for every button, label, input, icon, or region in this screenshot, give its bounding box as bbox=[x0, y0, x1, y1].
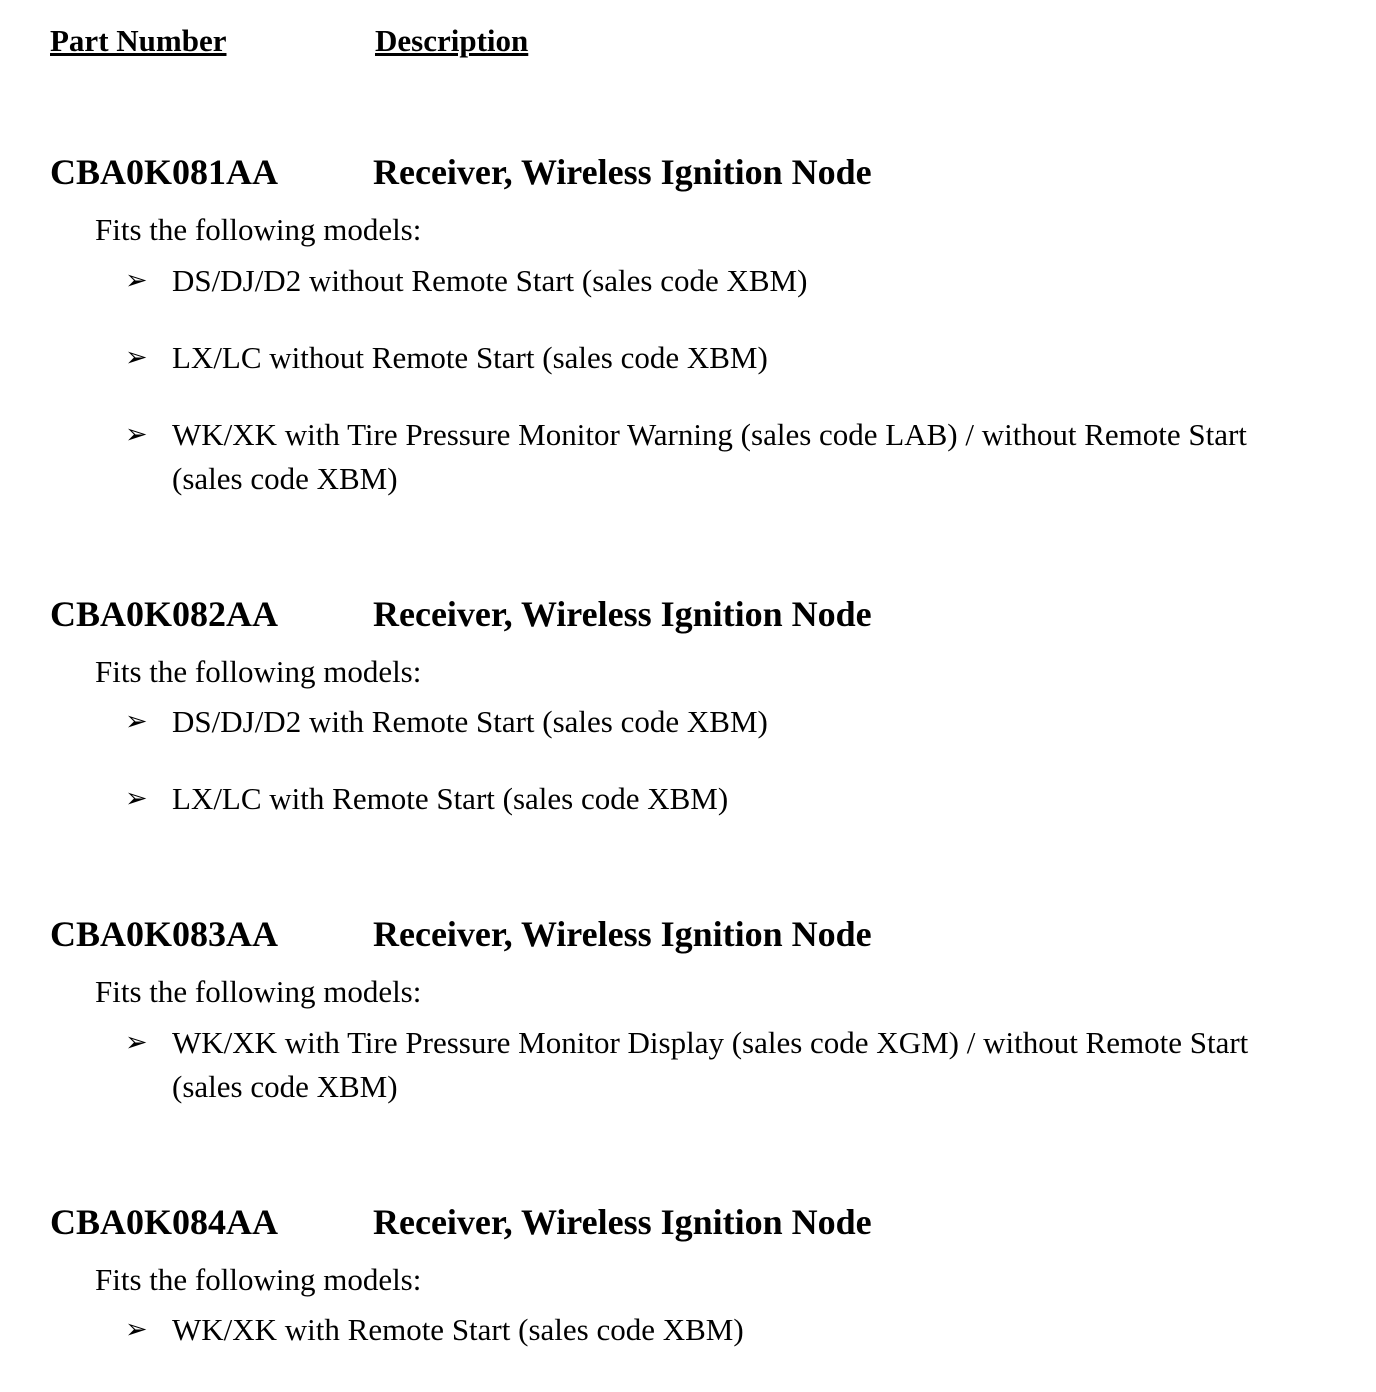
part-entry-heading bbox=[50, 151, 1336, 194]
model-list bbox=[50, 700, 1336, 821]
part-description: Receiver, Wireless Ignition Node bbox=[373, 593, 872, 634]
model-text: WK/XK with Remote Start (sales code XBM) bbox=[172, 1312, 744, 1348]
model-list-item bbox=[125, 413, 1336, 501]
part-entry-heading bbox=[50, 913, 1336, 956]
model-list bbox=[50, 259, 1336, 501]
part-description: Receiver, Wireless Ignition Node bbox=[373, 1201, 872, 1242]
model-text: LX/LC without Remote Start (sales code XBM) bbox=[172, 339, 768, 375]
model-text: LX/LC with Remote Start (sales code XBM) bbox=[172, 781, 729, 817]
part-entry bbox=[50, 913, 1336, 1109]
fits-label: Fits the following models: bbox=[95, 653, 422, 689]
model-list bbox=[50, 1021, 1336, 1109]
part-entry bbox=[50, 593, 1336, 822]
arrow-bullet-icon: ➢ bbox=[125, 1026, 148, 1057]
model-text: WK/XK with Tire Pressure Monitor Warning (sales code LAB) / without Remote Start (sales code XBM) bbox=[172, 416, 1247, 496]
model-list-item bbox=[125, 1308, 1336, 1352]
part-entry-heading bbox=[50, 593, 1336, 636]
part-entry-heading bbox=[50, 1201, 1336, 1244]
column-headers bbox=[50, 22, 1336, 59]
part-description: Receiver, Wireless Ignition Node bbox=[373, 914, 872, 955]
model-text: DS/DJ/D2 with Remote Start (sales code XBM) bbox=[172, 704, 768, 740]
arrow-bullet-icon: ➢ bbox=[125, 1314, 148, 1345]
model-list-item bbox=[125, 777, 1336, 821]
model-list-item bbox=[125, 700, 1336, 744]
part-description: Receiver, Wireless Ignition Node bbox=[373, 152, 872, 193]
fits-label: Fits the following models: bbox=[95, 974, 422, 1010]
model-list-item bbox=[125, 336, 1336, 380]
arrow-bullet-icon: ➢ bbox=[125, 706, 148, 737]
part-number: CBA0K082AA bbox=[50, 593, 279, 634]
column-header-part-number: Part Number bbox=[50, 23, 227, 58]
part-number: CBA0K084AA bbox=[50, 1201, 279, 1242]
arrow-bullet-icon: ➢ bbox=[125, 264, 148, 295]
model-text: DS/DJ/D2 without Remote Start (sales code XBM) bbox=[172, 262, 808, 298]
part-entry bbox=[50, 1201, 1336, 1353]
column-header-description: Description bbox=[375, 23, 529, 58]
part-entry bbox=[50, 151, 1336, 501]
arrow-bullet-icon: ➢ bbox=[125, 341, 148, 372]
arrow-bullet-icon: ➢ bbox=[125, 418, 148, 449]
part-number: CBA0K083AA bbox=[50, 914, 279, 955]
model-text: WK/XK with Tire Pressure Monitor Display (sales code XGM) / without Remote Start (sales code XBM) bbox=[172, 1024, 1249, 1104]
model-list-item bbox=[125, 259, 1336, 303]
model-list bbox=[50, 1308, 1336, 1352]
part-number: CBA0K081AA bbox=[50, 152, 279, 193]
fits-label: Fits the following models: bbox=[95, 1261, 422, 1297]
model-list-item bbox=[125, 1021, 1336, 1109]
fits-label: Fits the following models: bbox=[95, 212, 422, 248]
arrow-bullet-icon: ➢ bbox=[125, 783, 148, 814]
